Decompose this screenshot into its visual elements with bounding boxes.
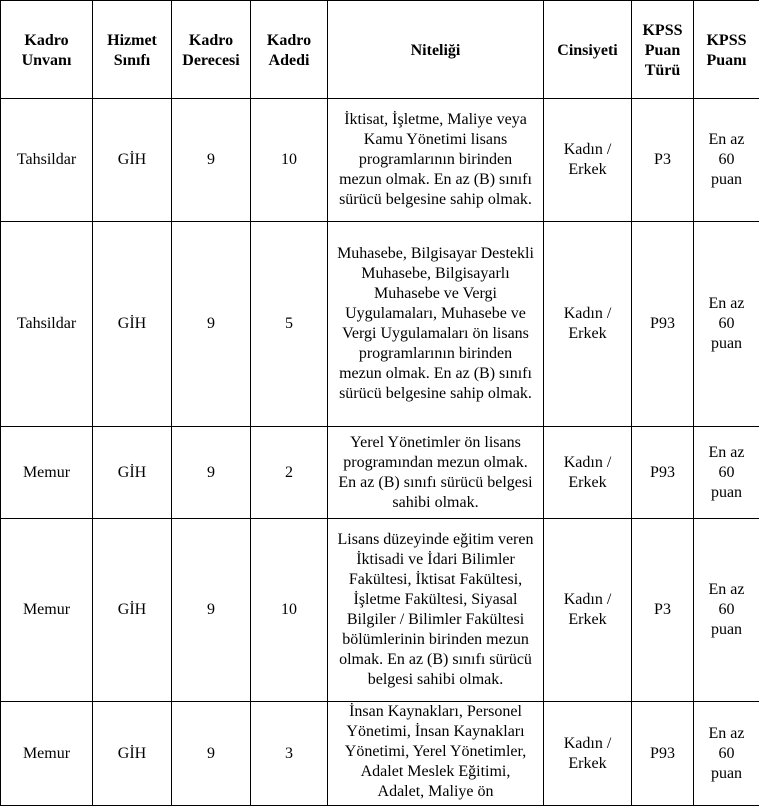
- cell-hizmet-sinifi: GİH: [93, 99, 172, 222]
- cell-kpss-puani: En az 60 puan: [694, 99, 759, 222]
- cell-kpss-puani: En az 60 puan: [694, 427, 759, 519]
- cell-cinsiyeti: Kadın / Erkek: [544, 99, 632, 222]
- cell-kadro-adedi: 2: [251, 427, 328, 519]
- cell-hizmet-sinifi: GİH: [93, 427, 172, 519]
- cell-kadro-unvani: Memur: [1, 702, 93, 806]
- cell-kadro-derecesi: 9: [172, 519, 251, 702]
- cell-kadro-adedi: 10: [251, 99, 328, 222]
- cell-kpss-puan-turu: P93: [632, 427, 694, 519]
- cell-kadro-unvani: Tahsildar: [1, 222, 93, 427]
- cell-cinsiyeti: Kadın / Erkek: [544, 702, 632, 806]
- cell-niteligi: Yerel Yönetimler ön lisans programından mezun olmak. En az (B) sınıfı sürücü belgesi sahibi olmak.: [328, 427, 544, 519]
- cell-kpss-puani: En az 60 puan: [694, 222, 759, 427]
- cell-kpss-puani: En az 60 puan: [694, 519, 759, 702]
- cell-kadro-derecesi: 9: [172, 222, 251, 427]
- cell-cinsiyeti: Kadın / Erkek: [544, 519, 632, 702]
- cell-niteligi: İnsan Kaynakları, Personel Yönetimi, İnsan Kaynakları Yönetimi, Yerel Yönetimler, Adalet Meslek Eğitimi, Adalet, Maliye ön: [328, 702, 544, 806]
- cell-hizmet-sinifi: GİH: [93, 702, 172, 806]
- header-hizmet-sinifi: Hizmet Sınıfı: [93, 1, 172, 99]
- header-niteligi: Niteliği: [328, 1, 544, 99]
- cell-kpss-puan-turu: P3: [632, 99, 694, 222]
- cell-cinsiyeti: Kadın / Erkek: [544, 427, 632, 519]
- table-row: [1, 702, 759, 806]
- table-row: [1, 222, 759, 427]
- table-row: [1, 99, 759, 222]
- cell-kadro-adedi: 5: [251, 222, 328, 427]
- cell-kadro-unvani: Tahsildar: [1, 99, 93, 222]
- table-row: [1, 519, 759, 702]
- cell-kadro-derecesi: 9: [172, 427, 251, 519]
- cell-kpss-puani: En az 60 puan: [694, 702, 759, 806]
- header-kpss-puan-turu: KPSS Puan Türü: [632, 1, 694, 99]
- table-row: [1, 427, 759, 519]
- cell-niteligi: İktisat, İşletme, Maliye veya Kamu Yönetimi lisans programlarının birinden mezun olmak. En az (B) sınıfı sürücü belgesine sahip olmak.: [328, 99, 544, 222]
- header-cinsiyeti: Cinsiyeti: [544, 1, 632, 99]
- cell-niteligi: Lisans düzeyinde eğitim veren İktisadi ve İdari Bilimler Fakültesi, İktisat Fakültesi, İşletme Fakültesi, Siyasal Bilgiler / Bilimler Fakültesi bölümlerinin birinden mezun olmak. En az (B) sınıfı sürücü belgesi sahibi olmak.: [328, 519, 544, 702]
- cell-kadro-unvani: Memur: [1, 427, 93, 519]
- cell-hizmet-sinifi: GİH: [93, 519, 172, 702]
- cell-kadro-derecesi: 9: [172, 702, 251, 806]
- cell-kpss-puan-turu: P93: [632, 702, 694, 806]
- cell-niteligi: Muhasebe, Bilgisayar Destekli Muhasebe, Bilgisayarlı Muhasebe ve Vergi Uygulamaları, Muhasebe ve Vergi Uygulamaları ön lisans programlarının birinden mezun olmak. En az (B) sınıfı sürücü belgesine sahip olmak.: [328, 222, 544, 427]
- cell-kpss-puan-turu: P93: [632, 222, 694, 427]
- cell-kpss-puan-turu: P3: [632, 519, 694, 702]
- cell-kadro-unvani: Memur: [1, 519, 93, 702]
- header-kpss-puani: KPSS Puanı: [694, 1, 759, 99]
- header-kadro-adedi: Kadro Adedi: [251, 1, 328, 99]
- cell-hizmet-sinifi: GİH: [93, 222, 172, 427]
- cell-cinsiyeti: Kadın / Erkek: [544, 222, 632, 427]
- header-kadro-derecesi: Kadro Derecesi: [172, 1, 251, 99]
- cell-kadro-adedi: 3: [251, 702, 328, 806]
- header-row: [1, 1, 759, 99]
- cell-kadro-adedi: 10: [251, 519, 328, 702]
- cell-kadro-derecesi: 9: [172, 99, 251, 222]
- header-kadro-unvani: Kadro Unvanı: [1, 1, 93, 99]
